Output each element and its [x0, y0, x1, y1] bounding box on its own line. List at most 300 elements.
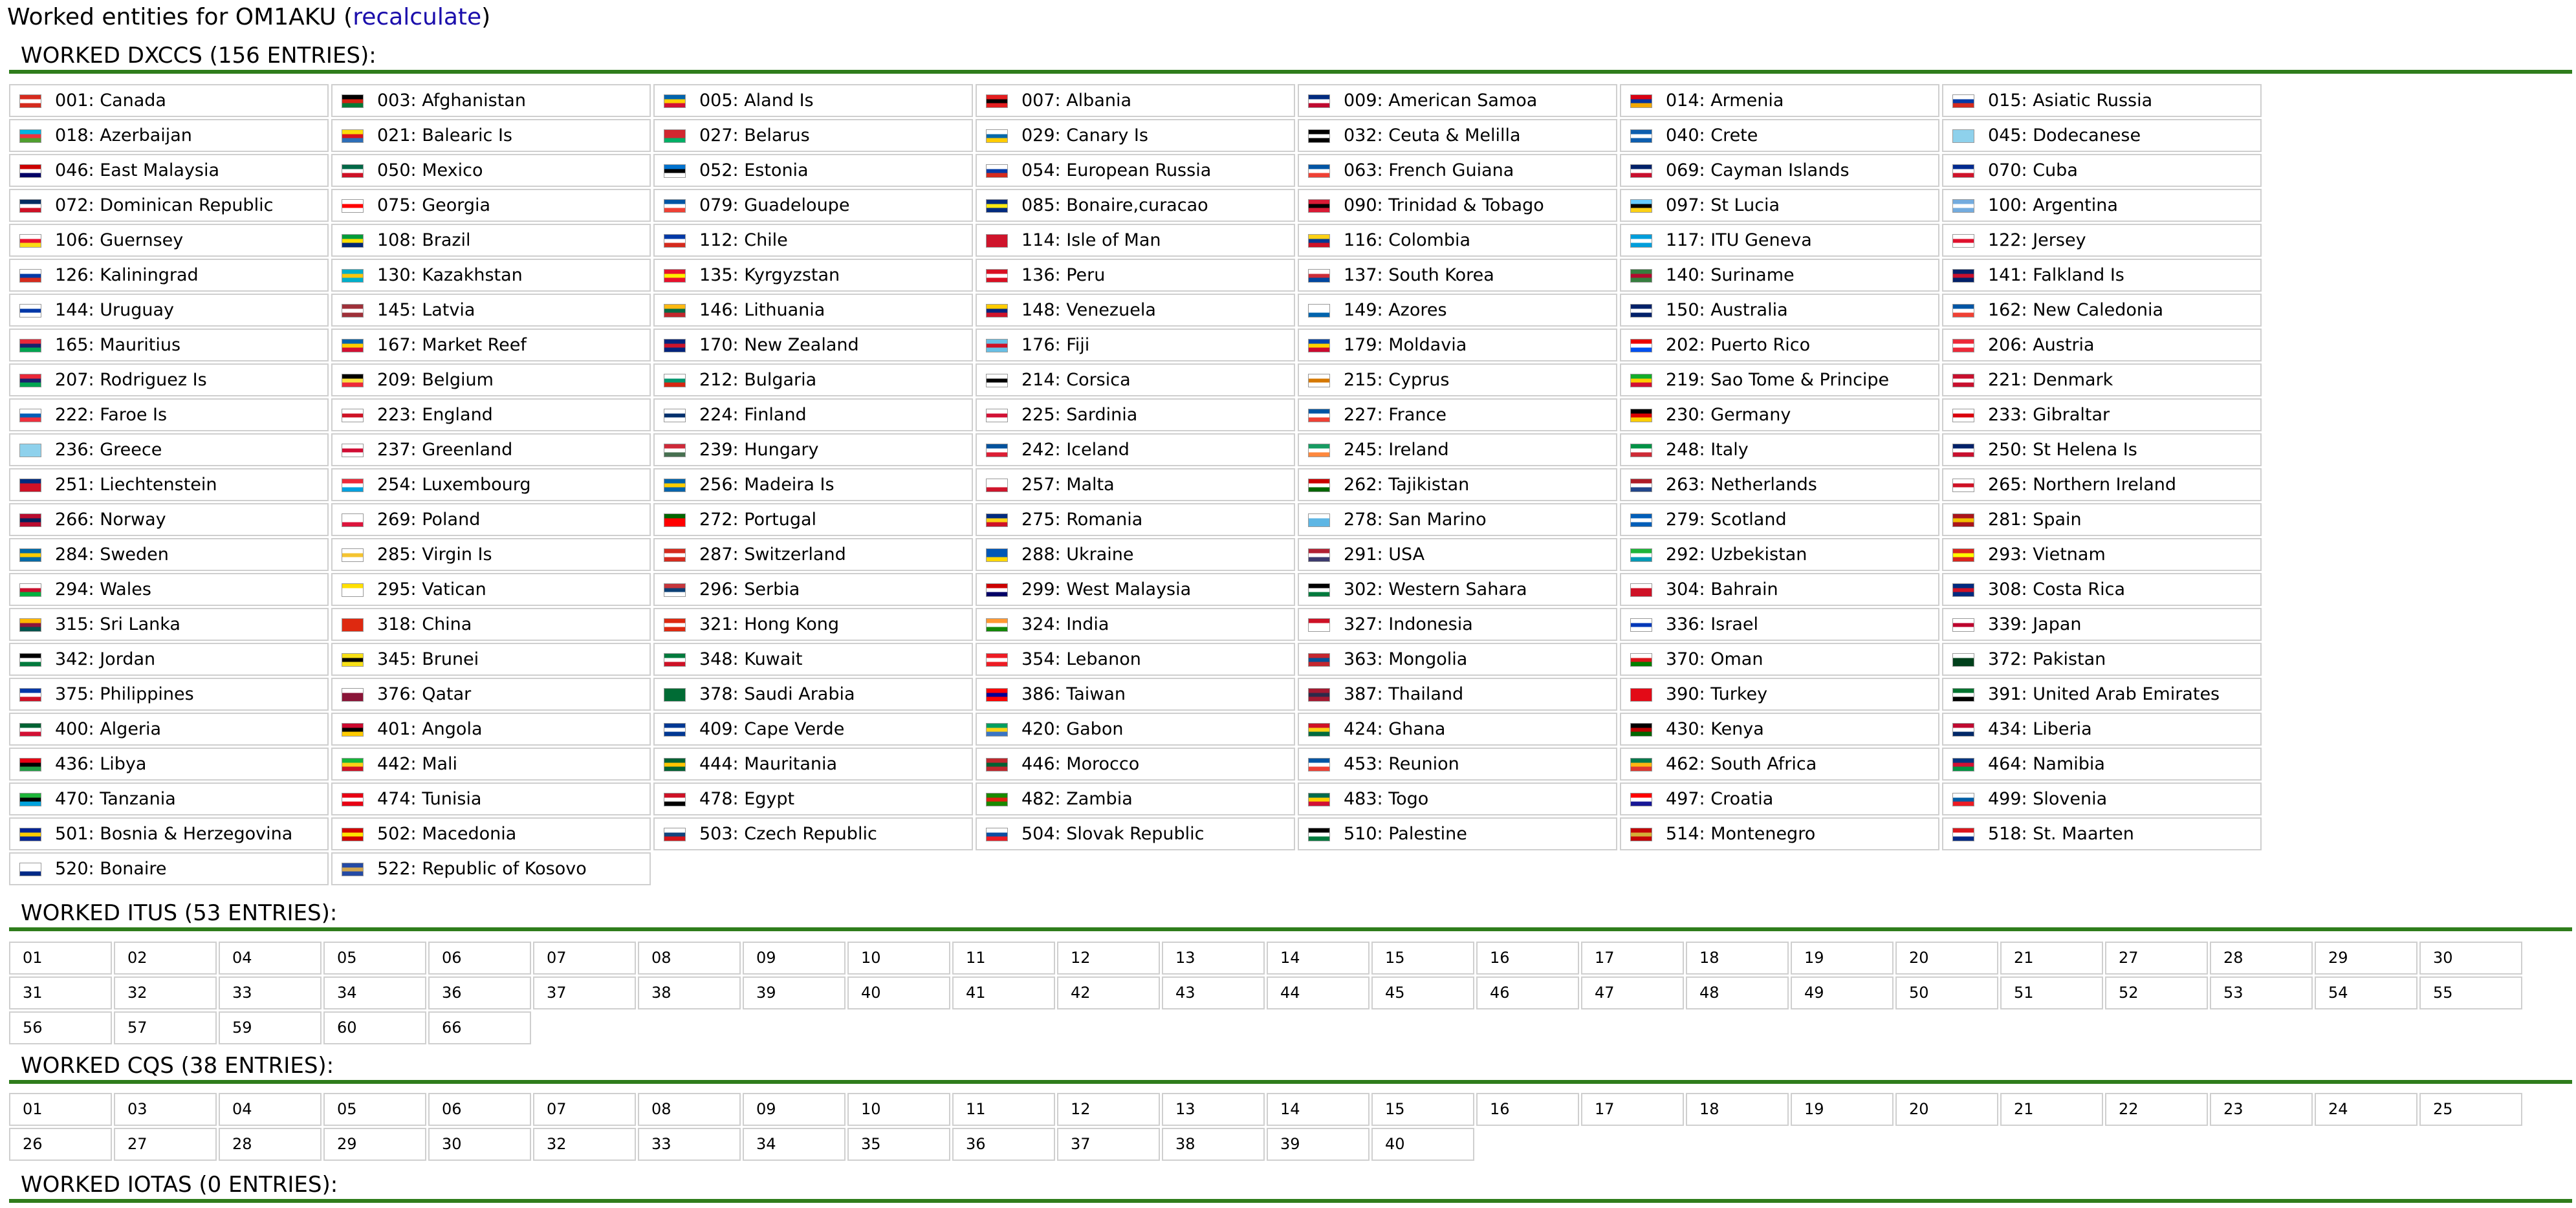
dxcc-cell	[1942, 503, 2262, 536]
dxcc-label: 254: Luxembourg	[377, 475, 531, 495]
dxcc-cell	[331, 503, 651, 536]
flag-icon	[342, 863, 364, 876]
flag-icon	[1630, 409, 1652, 422]
cq-cell	[428, 1093, 531, 1126]
itu-cell	[1791, 976, 1894, 1009]
dxcc-cell	[1942, 363, 2262, 396]
itu-cell	[219, 1011, 322, 1044]
dxcc-label: 295: Vatican	[377, 579, 486, 599]
itu-label: 48	[1699, 984, 1719, 1002]
dxcc-cell	[9, 468, 329, 501]
dxcc-cell	[1942, 433, 2262, 466]
flag-icon	[19, 199, 41, 213]
dxcc-cell	[1298, 398, 1617, 431]
cq-label: 22	[2119, 1100, 2139, 1118]
dxcc-cell	[976, 817, 1295, 850]
flag-icon	[342, 758, 364, 771]
dxcc-cell	[1298, 678, 1617, 711]
dxcc-label: 444: Mauritania	[699, 754, 838, 774]
cq-cell	[219, 1128, 322, 1161]
itu-cell	[2315, 976, 2418, 1009]
dxcc-label: 245: Ireland	[1344, 440, 1449, 460]
flag-icon	[986, 618, 1008, 632]
itu-label: 17	[1595, 949, 1615, 967]
dxcc-label: 296: Serbia	[699, 579, 800, 599]
dxcc-label: 130: Kazakhstan	[377, 265, 523, 285]
dxcc-cell	[1298, 468, 1617, 501]
cq-cell	[533, 1128, 636, 1161]
dxcc-label: 294: Wales	[55, 579, 151, 599]
dxcc-label: 348: Kuwait	[699, 649, 803, 669]
dxcc-cell	[976, 398, 1295, 431]
dxcc-label: 085: Bonaire,curacao	[1021, 195, 1208, 215]
cq-cell	[2210, 1093, 2313, 1126]
flag-icon	[1952, 234, 1974, 248]
itu-label: 10	[861, 949, 881, 967]
dxcc-cell	[1298, 538, 1617, 571]
flag-icon	[19, 479, 41, 492]
flag-icon	[1308, 199, 1330, 213]
dxcc-cell	[1298, 224, 1617, 257]
itu-label: 04	[232, 949, 252, 967]
dxcc-label: 225: Sardinia	[1021, 405, 1138, 425]
dxcc-label: 299: West Malaysia	[1021, 579, 1192, 599]
itu-label: 18	[1699, 949, 1719, 967]
dxcc-cell	[976, 433, 1295, 466]
flag-icon	[19, 688, 41, 702]
dxcc-label: 215: Cyprus	[1344, 370, 1450, 390]
itu-label: 37	[547, 984, 567, 1002]
dxcc-label: 285: Virgin Is	[377, 545, 492, 565]
flag-icon	[1308, 653, 1330, 667]
itu-cell	[114, 976, 217, 1009]
dxcc-label: 482: Zambia	[1021, 789, 1133, 809]
dxcc-cell	[1942, 329, 2262, 361]
itu-cell	[9, 1011, 112, 1044]
itu-label: 07	[547, 949, 567, 967]
flag-icon	[19, 339, 41, 352]
dxcc-cell	[653, 329, 973, 361]
dxcc-cell	[976, 363, 1295, 396]
cq-label: 21	[2014, 1100, 2034, 1118]
itu-cell	[1895, 942, 1998, 975]
cq-cell	[743, 1128, 846, 1161]
flag-icon	[342, 269, 364, 283]
dxcc-cell	[1298, 84, 1617, 117]
cq-cell	[1267, 1093, 1370, 1126]
itu-label: 27	[2119, 949, 2139, 967]
itu-cell	[9, 942, 112, 975]
dxcc-cell	[976, 259, 1295, 292]
flag-icon	[664, 793, 686, 806]
dxcc-cell	[653, 573, 973, 606]
flag-icon	[1308, 444, 1330, 457]
dxcc-cell	[1298, 189, 1617, 222]
cq-cell	[1686, 1093, 1789, 1126]
cq-label: 26	[23, 1135, 43, 1153]
itu-cell	[638, 976, 741, 1009]
flag-icon	[664, 94, 686, 108]
dxcc-label: 221: Denmark	[1988, 370, 2113, 390]
cq-cell	[1476, 1093, 1579, 1126]
itu-cell	[2000, 976, 2103, 1009]
flag-icon	[1308, 374, 1330, 387]
itu-label: 39	[756, 984, 776, 1002]
dxcc-label: 148: Venezuela	[1021, 300, 1156, 320]
dxcc-label: 424: Ghana	[1344, 719, 1446, 739]
dxcc-cell	[976, 119, 1295, 152]
cq-label: 24	[2328, 1100, 2348, 1118]
cq-label: 33	[651, 1135, 671, 1153]
dxcc-label: 202: Puerto Rico	[1666, 335, 1811, 355]
dxcc-cell	[1620, 573, 1939, 606]
itu-cell	[638, 942, 741, 975]
flag-icon	[1308, 269, 1330, 283]
dxcc-label: 230: Germany	[1666, 405, 1791, 425]
cq-cell	[1791, 1093, 1894, 1126]
dxcc-cell	[1620, 817, 1939, 850]
flag-icon	[1952, 723, 1974, 737]
flag-icon	[1308, 688, 1330, 702]
flag-icon	[19, 164, 41, 178]
dxcc-label: 442: Mali	[377, 754, 458, 774]
dxcc-label: 106: Guernsey	[55, 230, 184, 250]
dxcc-label: 227: France	[1344, 405, 1446, 425]
itu-cell	[1686, 942, 1789, 975]
flag-icon	[664, 409, 686, 422]
flag-icon	[342, 513, 364, 527]
dxcc-label: 520: Bonaire	[55, 859, 167, 879]
dxcc-label: 386: Taiwan	[1021, 684, 1126, 704]
dxcc-label: 291: USA	[1344, 545, 1425, 565]
itu-cell	[323, 1011, 426, 1044]
flag-icon	[19, 548, 41, 562]
itu-cell	[428, 1011, 531, 1044]
itu-cell	[952, 942, 1055, 975]
itu-section-heading	[9, 896, 2572, 931]
dxcc-cell	[1942, 154, 2262, 187]
dxcc-label: 108: Brazil	[377, 230, 471, 250]
flag-icon	[986, 129, 1008, 143]
cq-heading-text: WORKED CQS (38 ENTRIES):	[21, 1053, 334, 1079]
dxcc-label: 165: Mauritius	[55, 335, 181, 355]
cq-cell	[1162, 1093, 1265, 1126]
itu-label: 45	[1385, 984, 1405, 1002]
flag-icon	[1630, 444, 1652, 457]
dxcc-cell	[9, 259, 329, 292]
flag-icon	[1952, 409, 1974, 422]
itu-cell	[847, 976, 950, 1009]
dxcc-cell	[1298, 748, 1617, 781]
dxcc-label: 100: Argentina	[1988, 195, 2118, 215]
dxcc-label: 072: Dominican Republic	[55, 195, 274, 215]
cq-label: 23	[2223, 1100, 2243, 1118]
cq-cell	[533, 1093, 636, 1126]
dxcc-cell	[976, 189, 1295, 222]
dxcc-cell	[331, 398, 651, 431]
itu-label: 20	[1909, 949, 1929, 967]
cq-label: 18	[1699, 1100, 1719, 1118]
flag-icon	[986, 758, 1008, 771]
flag-icon	[19, 863, 41, 876]
cq-label: 07	[547, 1100, 567, 1118]
dxcc-cell	[331, 782, 651, 815]
dxcc-label: 279: Scotland	[1666, 510, 1787, 530]
flag-icon	[342, 339, 364, 352]
flag-icon	[19, 583, 41, 597]
dxcc-label: 257: Malta	[1021, 475, 1115, 495]
flag-icon	[1952, 94, 1974, 108]
itu-label: 46	[1490, 984, 1510, 1002]
dxcc-label: 237: Greenland	[377, 440, 513, 460]
cq-cell	[1267, 1128, 1370, 1161]
dxcc-cell	[1620, 329, 1939, 361]
itu-cell	[2000, 942, 2103, 975]
dxcc-cell	[976, 573, 1295, 606]
dxcc-label: 265: Northern Ireland	[1988, 475, 2177, 495]
dxcc-label: 321: Hong Kong	[699, 614, 839, 634]
itu-cell	[1895, 976, 1998, 1009]
dxcc-label: 293: Vietnam	[1988, 545, 2106, 565]
iota-heading-text: WORKED IOTAS (0 ENTRIES):	[21, 1172, 338, 1198]
flag-icon	[19, 793, 41, 806]
dxcc-cell	[1942, 713, 2262, 746]
dxcc-label: 242: Iceland	[1021, 440, 1130, 460]
cq-cell	[2105, 1093, 2208, 1126]
itu-label: 41	[966, 984, 986, 1002]
itu-label: 60	[337, 1019, 357, 1037]
dxcc-cell	[331, 224, 651, 257]
dxcc-cell	[9, 748, 329, 781]
flag-icon	[664, 758, 686, 771]
flag-icon	[342, 444, 364, 457]
cq-label: 19	[1804, 1100, 1824, 1118]
flag-icon	[1952, 479, 1974, 492]
itu-label: 34	[337, 984, 357, 1002]
cq-label: 16	[1490, 1100, 1510, 1118]
dxcc-cell	[331, 468, 651, 501]
dxcc-label: 141: Falkland Is	[1988, 265, 2124, 285]
cq-cell	[847, 1128, 950, 1161]
flag-icon	[19, 269, 41, 283]
flag-icon	[342, 618, 364, 632]
flag-icon	[1630, 199, 1652, 213]
dxcc-label: 420: Gabon	[1021, 719, 1124, 739]
dxcc-label: 518: St. Maarten	[1988, 824, 2134, 844]
cq-cell	[2000, 1093, 2103, 1126]
flag-icon	[986, 94, 1008, 108]
flag-icon	[19, 828, 41, 841]
itu-label: 44	[1280, 984, 1300, 1002]
itu-label: 11	[966, 949, 986, 967]
itu-cell	[428, 942, 531, 975]
dxcc-label: 116: Colombia	[1344, 230, 1471, 250]
dxcc-cell	[653, 398, 973, 431]
dxcc-label: 137: South Korea	[1344, 265, 1494, 285]
title-text: Worked entities for OM1AKU (	[7, 4, 353, 30]
flag-icon	[1952, 828, 1974, 841]
dxcc-label: 278: San Marino	[1344, 510, 1487, 530]
dxcc-cell	[1298, 608, 1617, 641]
dxcc-cell	[976, 748, 1295, 781]
flag-icon	[342, 653, 364, 667]
dxcc-label: 483: Togo	[1344, 789, 1429, 809]
dxcc-label: 292: Uzbekistan	[1666, 545, 1807, 565]
itu-cell	[952, 976, 1055, 1009]
flag-icon	[1630, 828, 1652, 841]
flag-icon	[1952, 269, 1974, 283]
dxcc-cell	[976, 713, 1295, 746]
itu-label: 47	[1595, 984, 1615, 1002]
dxcc-cell	[653, 538, 973, 571]
flag-icon	[986, 269, 1008, 283]
dxcc-label: 409: Cape Verde	[699, 719, 845, 739]
dxcc-cell	[9, 817, 329, 850]
flag-icon	[1952, 583, 1974, 597]
dxcc-label: 179: Moldavia	[1344, 335, 1467, 355]
dxcc-cell	[976, 678, 1295, 711]
itu-cell	[9, 976, 112, 1009]
flag-icon	[1630, 479, 1652, 492]
flag-icon	[664, 548, 686, 562]
dxcc-label: 162: New Caledonia	[1988, 300, 2164, 320]
dxcc-label: 007: Albania	[1021, 91, 1132, 111]
flag-icon	[19, 444, 41, 457]
itu-label: 52	[2119, 984, 2139, 1002]
cq-label: 15	[1385, 1100, 1405, 1118]
dxcc-label: 336: Israel	[1666, 614, 1759, 634]
itu-label: 43	[1175, 984, 1195, 1002]
dxcc-cell	[1620, 748, 1939, 781]
cq-label: 08	[651, 1100, 671, 1118]
flag-icon	[1952, 199, 1974, 213]
cq-section-heading	[9, 1049, 2572, 1084]
itu-cell	[219, 976, 322, 1009]
dxcc-cell	[976, 468, 1295, 501]
flag-icon	[1630, 548, 1652, 562]
dxcc-label: 266: Norway	[55, 510, 166, 530]
dxcc-cell	[1620, 433, 1939, 466]
dxcc-label: 275: Romania	[1021, 510, 1143, 530]
dxcc-label: 224: Finland	[699, 405, 807, 425]
itu-cell	[2419, 976, 2522, 1009]
cq-label: 12	[1071, 1100, 1091, 1118]
dxcc-label: 050: Mexico	[377, 160, 483, 180]
dxcc-cell	[1942, 398, 2262, 431]
flag-icon	[19, 723, 41, 737]
flag-icon	[986, 234, 1008, 248]
dxcc-label: 510: Palestine	[1344, 824, 1467, 844]
dxcc-cell	[976, 329, 1295, 361]
itu-cell	[1476, 976, 1579, 1009]
cq-cell	[1895, 1093, 1998, 1126]
flag-icon	[342, 793, 364, 806]
dxcc-cell	[9, 398, 329, 431]
itu-cell	[2419, 942, 2522, 975]
flag-icon	[1952, 513, 1974, 527]
flag-icon	[664, 164, 686, 178]
itu-label: 38	[651, 984, 671, 1002]
flag-icon	[1630, 164, 1652, 178]
flag-icon	[1308, 339, 1330, 352]
itu-label: 40	[861, 984, 881, 1002]
cq-cell	[114, 1093, 217, 1126]
title-suffix: )	[481, 4, 491, 30]
dxcc-cell	[1620, 782, 1939, 815]
cq-label: 29	[337, 1135, 357, 1153]
dxcc-label: 054: European Russia	[1021, 160, 1212, 180]
itu-label: 50	[1909, 984, 1929, 1002]
dxcc-cell	[1620, 678, 1939, 711]
itu-cell	[114, 1011, 217, 1044]
dxcc-label: 401: Angola	[377, 719, 483, 739]
dxcc-cell	[331, 433, 651, 466]
dxcc-label: 112: Chile	[699, 230, 788, 250]
flag-icon	[342, 479, 364, 492]
dxcc-label: 256: Madeira Is	[699, 475, 835, 495]
cq-label: 17	[1595, 1100, 1615, 1118]
dxcc-label: 327: Indonesia	[1344, 614, 1473, 634]
dxcc-cell	[1620, 643, 1939, 676]
dxcc-cell	[1298, 154, 1617, 187]
dxcc-cell	[1298, 503, 1617, 536]
dxcc-label: 122: Jersey	[1988, 230, 2086, 250]
itu-cell	[2315, 942, 2418, 975]
dxcc-label: 339: Japan	[1988, 614, 2082, 634]
itu-label: 28	[2223, 949, 2243, 967]
dxcc-label: 209: Belgium	[377, 370, 494, 390]
itu-cell	[1267, 942, 1370, 975]
dxcc-label: 090: Trinidad & Tobago	[1344, 195, 1544, 215]
itu-label: 15	[1385, 949, 1405, 967]
flag-icon	[342, 409, 364, 422]
dxcc-cell	[1620, 189, 1939, 222]
page-title	[7, 1, 490, 34]
dxcc-label: 522: Republic of Kosovo	[377, 859, 587, 879]
dxcc-cell	[976, 224, 1295, 257]
itu-label: 19	[1804, 949, 1824, 967]
dxcc-label: 474: Tunisia	[377, 789, 482, 809]
dxcc-cell	[976, 782, 1295, 815]
flag-icon	[1630, 723, 1652, 737]
flag-icon	[1630, 269, 1652, 283]
dxcc-label: 497: Croatia	[1666, 789, 1774, 809]
flag-icon	[1630, 793, 1652, 806]
flag-icon	[664, 129, 686, 143]
flag-icon	[986, 513, 1008, 527]
cq-cell	[2315, 1093, 2418, 1126]
dxcc-cell	[653, 433, 973, 466]
dxcc-cell	[653, 678, 973, 711]
dxcc-label: 040: Crete	[1666, 125, 1758, 146]
flag-icon	[664, 479, 686, 492]
dxcc-cell	[653, 608, 973, 641]
itu-label: 59	[232, 1019, 252, 1037]
dxcc-cell	[331, 643, 651, 676]
flag-icon	[664, 199, 686, 213]
dxcc-label: 269: Poland	[377, 510, 481, 530]
dxcc-label: 288: Ukraine	[1021, 545, 1134, 565]
flag-icon	[342, 374, 364, 387]
itu-cell	[1057, 942, 1160, 975]
recalculate-link[interactable]: recalculate	[353, 4, 482, 30]
itu-cell	[2105, 976, 2208, 1009]
cq-label: 34	[756, 1135, 776, 1153]
flag-icon	[1630, 688, 1652, 702]
cq-label: 14	[1280, 1100, 1300, 1118]
itu-label: 14	[1280, 949, 1300, 967]
dxcc-label: 375: Philippines	[55, 684, 194, 704]
